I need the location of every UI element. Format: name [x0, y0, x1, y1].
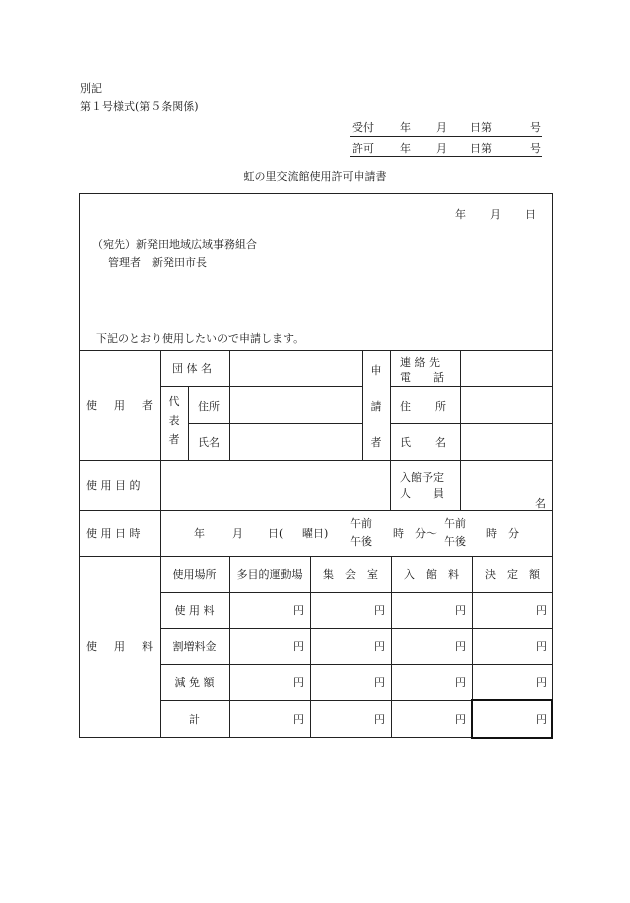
rule	[460, 460, 461, 510]
addressee-org: 新発田地域広域事務組合	[136, 238, 257, 251]
date-month: 月	[490, 208, 501, 221]
request-text: 下記のとおり使用したいので申請します。	[96, 332, 305, 345]
datetime-time-2: 時 分	[486, 527, 519, 540]
form-number: 第１号様式(第５条関係)	[80, 100, 199, 113]
rule	[160, 386, 362, 387]
fees-header-place: 使用場所	[172, 568, 217, 581]
datetime-pm-2: 午後	[444, 535, 466, 548]
addressee-line	[92, 238, 257, 251]
form-box	[79, 193, 553, 738]
datetime-am-2: 午前	[444, 517, 466, 530]
receipt-month: 月	[436, 121, 447, 134]
applicant-name-label: 氏 名	[400, 436, 446, 449]
receipt-no: 号	[530, 121, 541, 134]
form-title: 虹の里交流館使用許可申請書	[243, 170, 387, 183]
yen-cell[interactable]: 円	[374, 676, 385, 689]
fees-row-label: 計	[189, 713, 200, 726]
yen-cell[interactable]: 円	[293, 713, 304, 726]
fees-row-label: 使 用 料	[174, 604, 215, 617]
fees-col-gym: 多目的運動場	[236, 568, 303, 581]
permit-day: 日第	[470, 142, 492, 155]
datetime-day: 日(	[268, 527, 284, 540]
datetime-am-1: 午前	[350, 517, 372, 530]
contact-label-line2: 電 話	[400, 371, 444, 384]
permit-month: 月	[436, 142, 447, 155]
addressee-manager: 管理者 新発田市長	[108, 256, 207, 269]
contact-label-line1: 連 絡 先	[400, 356, 440, 369]
yen-cell[interactable]: 円	[293, 676, 304, 689]
fees-row-label: 割増料金	[172, 640, 217, 653]
yen-cell[interactable]: 円	[536, 713, 547, 726]
fees-col-entry: 入 館 料	[404, 568, 459, 581]
yen-cell[interactable]: 円	[455, 640, 466, 653]
yen-cell[interactable]: 円	[293, 604, 304, 617]
rep-address-label: 住所	[198, 400, 220, 413]
yen-cell[interactable]: 円	[455, 713, 466, 726]
rule	[160, 592, 553, 593]
yen-cell[interactable]: 円	[374, 604, 385, 617]
date-day: 日	[525, 208, 536, 221]
datetime-month: 月	[232, 527, 243, 540]
yen-cell[interactable]: 円	[374, 640, 385, 653]
fees-row-label: 減 免 額	[174, 676, 215, 689]
yen-cell[interactable]: 円	[293, 640, 304, 653]
purpose-label: 使 用 目 的	[86, 479, 141, 492]
rule	[390, 386, 553, 387]
receipt-label: 受付	[352, 121, 374, 134]
annex-label: 別記	[80, 82, 102, 95]
yen-cell[interactable]: 円	[536, 640, 547, 653]
rule	[160, 510, 161, 556]
rep-name-label: 氏名	[198, 436, 220, 449]
yen-cell[interactable]: 円	[455, 604, 466, 617]
visitors-label-line1: 入館予定	[400, 471, 444, 484]
datetime-time-1: 時 分～	[393, 527, 437, 540]
rule	[79, 350, 553, 351]
date-year: 年	[455, 208, 466, 221]
permit-label: 許可	[352, 142, 374, 155]
representative-label: 代 表 者	[168, 395, 180, 446]
visitors-label-line2: 人 員	[400, 487, 444, 500]
rule	[390, 350, 391, 460]
rule	[460, 350, 461, 460]
yen-cell[interactable]: 円	[536, 604, 547, 617]
datetime-pm-1: 午後	[350, 535, 372, 548]
rule	[79, 510, 553, 511]
rule	[79, 556, 553, 557]
datetime-label: 使 用 日 時	[86, 527, 141, 540]
receipt-underline	[350, 136, 542, 137]
applicant-label: 申 請 者	[370, 364, 382, 449]
rule	[188, 386, 189, 460]
permit-year: 年	[400, 142, 411, 155]
permit-underline	[350, 156, 542, 157]
yen-cell[interactable]: 円	[374, 713, 385, 726]
datetime-weekday: 曜日)	[302, 527, 329, 540]
rule	[188, 423, 362, 424]
rule	[79, 460, 553, 461]
addressee-prefix: （宛先）	[92, 238, 136, 251]
permit-no: 号	[530, 142, 541, 155]
receipt-day: 日第	[470, 121, 492, 134]
rule	[229, 350, 230, 460]
fees-col-hall: 集 会 室	[323, 568, 378, 581]
applicant-address-label: 住 所	[400, 400, 446, 413]
receipt-year: 年	[400, 121, 411, 134]
yen-cell[interactable]: 円	[536, 676, 547, 689]
fees-col-decided: 決 定 額	[485, 568, 540, 581]
rule	[390, 460, 391, 510]
rule	[160, 664, 553, 665]
datetime-year: 年	[194, 527, 205, 540]
rule	[390, 423, 553, 424]
group-name-label: 団 体 名	[172, 362, 212, 375]
visitors-unit: 名	[535, 497, 546, 510]
rule	[160, 628, 553, 629]
yen-cell[interactable]: 円	[455, 676, 466, 689]
